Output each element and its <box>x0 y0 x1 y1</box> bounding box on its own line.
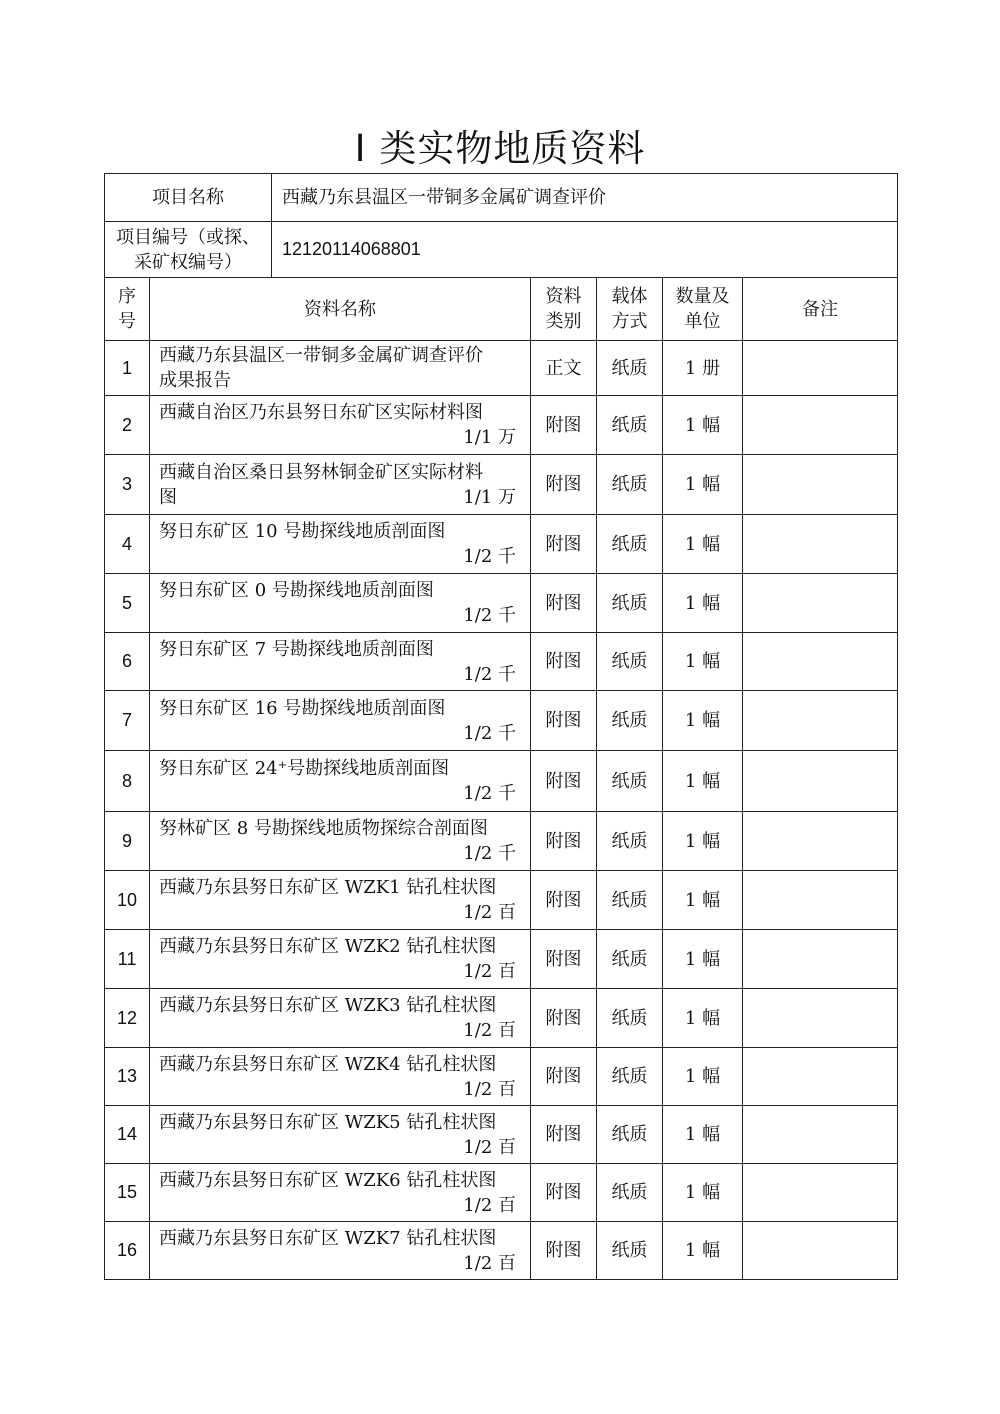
row-scale: 1/2 百 <box>463 1020 516 1041</box>
row-name-text: 努日东矿区 16 号勘探线地质剖面图 <box>159 697 446 719</box>
row-qty: 1 幅 <box>663 1106 743 1164</box>
row-name-text: 努林矿区 8 号勘探线地质物探综合剖面图 <box>159 818 488 839</box>
header-qty-line1: 数量及 <box>675 286 730 307</box>
header-carrier-line2: 方式 <box>611 311 648 332</box>
row-name-text: 努日东矿区 10 号勘探线地质剖面图 <box>159 521 446 542</box>
row-type: 附图 <box>531 455 597 515</box>
row-name <box>150 1048 531 1106</box>
row-name <box>150 396 531 455</box>
row-name-text: 西藏乃东县努日东矿区 WZK3 钻孔柱状图 <box>159 995 497 1016</box>
row-type: 附图 <box>531 1106 597 1164</box>
row-qty: 1 幅 <box>663 812 743 871</box>
row-qty: 1 幅 <box>663 930 743 989</box>
row-name-text: 努日东矿区 24⁺号勘探线地质剖面图 <box>159 758 450 779</box>
row-carrier: 纸质 <box>597 1164 663 1222</box>
header-qty <box>663 278 743 341</box>
row-name <box>150 455 531 515</box>
header-type-line1: 资料 <box>545 286 582 307</box>
table-row <box>105 812 898 871</box>
materials-table <box>104 173 898 1280</box>
row-type: 附图 <box>531 1048 597 1106</box>
row-type: 附图 <box>531 871 597 930</box>
row-remark <box>743 396 898 455</box>
header-remark: 备注 <box>743 278 898 341</box>
header-row <box>105 278 898 341</box>
row-name-text: 西藏自治区乃东县努日东矿区实际材料图 <box>159 402 483 423</box>
row-seq: 4 <box>105 515 150 574</box>
row-name-text: 西藏乃东县努日东矿区 WZK4 钻孔柱状图 <box>159 1053 497 1075</box>
row-carrier: 纸质 <box>597 396 663 455</box>
row-scale: 1/1 万 <box>463 486 516 508</box>
row-remark <box>743 691 898 751</box>
row-carrier: 纸质 <box>597 633 663 691</box>
header-seq <box>105 278 150 341</box>
row-scale: 1/2 千 <box>463 546 516 567</box>
row-name-text: 努日东矿区 0 号勘探线地质剖面图 <box>159 580 434 601</box>
row-name <box>150 633 531 691</box>
row-remark <box>743 1048 898 1106</box>
row-seq: 15 <box>105 1164 150 1222</box>
row-seq: 16 <box>105 1222 150 1280</box>
row-type: 附图 <box>531 691 597 751</box>
row-type: 附图 <box>531 989 597 1048</box>
row-qty: 1 幅 <box>663 691 743 751</box>
table-row <box>105 1222 898 1280</box>
table-row <box>105 691 898 751</box>
table-row <box>105 1164 898 1222</box>
row-carrier: 纸质 <box>597 691 663 751</box>
row-seq: 3 <box>105 455 150 515</box>
row-scale: 1/2 百 <box>463 961 516 982</box>
project-code-label <box>105 222 272 278</box>
row-remark <box>743 1164 898 1222</box>
table-row <box>105 574 898 633</box>
row-name-text-cont: 成果报告 <box>159 370 231 391</box>
row-qty: 1 幅 <box>663 1164 743 1222</box>
row-remark <box>743 930 898 989</box>
row-type: 附图 <box>531 574 597 633</box>
table-row <box>105 396 898 455</box>
row-type: 附图 <box>531 1222 597 1280</box>
row-carrier: 纸质 <box>597 574 663 633</box>
header-seq-line2: 号 <box>118 311 136 332</box>
table-row <box>105 751 898 812</box>
row-name-text: 西藏乃东县努日东矿区 WZK5 钻孔柱状图 <box>159 1111 497 1133</box>
row-type: 附图 <box>531 930 597 989</box>
project-code-row <box>105 222 898 278</box>
project-code-label-line2: 采矿权编号） <box>134 251 242 273</box>
row-type: 附图 <box>531 751 597 812</box>
row-seq: 7 <box>105 691 150 751</box>
project-code-value: 12120114068801 <box>272 222 898 278</box>
row-qty: 1 幅 <box>663 1048 743 1106</box>
row-remark <box>743 871 898 930</box>
row-seq: 13 <box>105 1048 150 1106</box>
header-carrier-line1: 载体 <box>611 286 648 307</box>
row-qty: 1 幅 <box>663 871 743 930</box>
row-carrier: 纸质 <box>597 1106 663 1164</box>
row-qty: 1 幅 <box>663 751 743 812</box>
page-title: I 类实物地质资料 <box>354 127 646 170</box>
row-name <box>150 930 531 989</box>
row-type: 附图 <box>531 396 597 455</box>
row-name-text: 西藏乃东县努日东矿区 WZK1 钻孔柱状图 <box>159 877 497 898</box>
row-carrier: 纸质 <box>597 341 663 396</box>
row-name-text: 努日东矿区 7 号勘探线地质剖面图 <box>159 638 434 660</box>
row-qty: 1 幅 <box>663 989 743 1048</box>
table-row <box>105 1048 898 1106</box>
table-row <box>105 455 898 515</box>
row-scale: 1/2 百 <box>463 1252 516 1274</box>
row-remark <box>743 341 898 396</box>
row-carrier: 纸质 <box>597 1222 663 1280</box>
row-name-text: 西藏乃东县努日东矿区 WZK6 钻孔柱状图 <box>159 1169 497 1191</box>
row-remark <box>743 812 898 871</box>
row-scale: 1/2 百 <box>463 1194 516 1216</box>
row-name <box>150 871 531 930</box>
row-name <box>150 341 531 396</box>
row-qty: 1 幅 <box>663 396 743 455</box>
row-name <box>150 515 531 574</box>
row-scale: 1/2 百 <box>463 902 516 923</box>
row-name <box>150 1106 531 1164</box>
row-name <box>150 1164 531 1222</box>
row-name <box>150 751 531 812</box>
row-remark <box>743 574 898 633</box>
row-seq: 8 <box>105 751 150 812</box>
row-scale: 1/2 百 <box>463 1078 516 1100</box>
row-carrier: 纸质 <box>597 751 663 812</box>
row-remark <box>743 455 898 515</box>
row-seq: 14 <box>105 1106 150 1164</box>
table-row <box>105 930 898 989</box>
row-carrier: 纸质 <box>597 812 663 871</box>
row-seq: 10 <box>105 871 150 930</box>
row-remark <box>743 1222 898 1280</box>
project-name-value: 西藏乃东县温区一带铜多金属矿调查评价 <box>272 174 898 222</box>
header-seq-line1: 序 <box>118 286 136 307</box>
row-remark <box>743 515 898 574</box>
row-remark <box>743 1106 898 1164</box>
header-name: 资料名称 <box>150 278 531 341</box>
row-carrier: 纸质 <box>597 930 663 989</box>
table-row <box>105 1106 898 1164</box>
row-seq: 1 <box>105 341 150 396</box>
header-type <box>531 278 597 341</box>
table-row <box>105 633 898 691</box>
header-type-line2: 类别 <box>545 311 582 332</box>
row-type: 附图 <box>531 633 597 691</box>
row-name <box>150 691 531 751</box>
table-row <box>105 515 898 574</box>
row-remark <box>743 989 898 1048</box>
row-seq: 6 <box>105 633 150 691</box>
row-name <box>150 574 531 633</box>
row-seq: 9 <box>105 812 150 871</box>
row-carrier: 纸质 <box>597 515 663 574</box>
row-scale: 1/2 百 <box>463 1136 516 1158</box>
row-seq: 5 <box>105 574 150 633</box>
row-type: 附图 <box>531 812 597 871</box>
row-remark <box>743 633 898 691</box>
row-qty: 1 幅 <box>663 515 743 574</box>
row-carrier: 纸质 <box>597 1048 663 1106</box>
row-qty: 1 册 <box>663 341 743 396</box>
row-scale: 1/2 千 <box>463 722 516 744</box>
project-code-label-line1: 项目编号（或探、 <box>116 226 260 248</box>
table-row <box>105 341 898 396</box>
row-remark <box>743 751 898 812</box>
row-type: 附图 <box>531 1164 597 1222</box>
row-name-text-cont: 图 <box>159 486 177 508</box>
header-carrier <box>597 278 663 341</box>
row-name <box>150 812 531 871</box>
header-qty-line2: 单位 <box>684 311 721 332</box>
row-seq: 2 <box>105 396 150 455</box>
row-type: 附图 <box>531 515 597 574</box>
row-carrier: 纸质 <box>597 989 663 1048</box>
table-row <box>105 871 898 930</box>
table-row <box>105 989 898 1048</box>
row-name-text: 西藏乃东县努日东矿区 WZK2 钻孔柱状图 <box>159 936 497 957</box>
row-scale: 1/2 千 <box>463 783 516 804</box>
row-name-text: 西藏乃东县努日东矿区 WZK7 钻孔柱状图 <box>159 1227 497 1249</box>
row-scale: 1/2 千 <box>463 843 516 864</box>
row-seq: 12 <box>105 989 150 1048</box>
row-name <box>150 1222 531 1280</box>
row-name-text: 西藏自治区桑日县努林铜金矿区实际材料 <box>159 461 483 483</box>
project-name-row <box>105 174 898 222</box>
row-type: 正文 <box>531 341 597 396</box>
row-name <box>150 989 531 1048</box>
row-scale: 1/2 千 <box>463 605 516 626</box>
row-carrier: 纸质 <box>597 455 663 515</box>
row-qty: 1 幅 <box>663 574 743 633</box>
row-carrier: 纸质 <box>597 871 663 930</box>
project-name-label: 项目名称 <box>105 174 272 222</box>
row-qty: 1 幅 <box>663 1222 743 1280</box>
row-scale: 1/2 千 <box>463 663 516 685</box>
row-qty: 1 幅 <box>663 455 743 515</box>
row-scale: 1/1 万 <box>463 427 516 448</box>
row-qty: 1 幅 <box>663 633 743 691</box>
row-name-text: 西藏乃东县温区一带铜多金属矿调查评价 <box>159 345 483 366</box>
row-seq: 11 <box>105 930 150 989</box>
